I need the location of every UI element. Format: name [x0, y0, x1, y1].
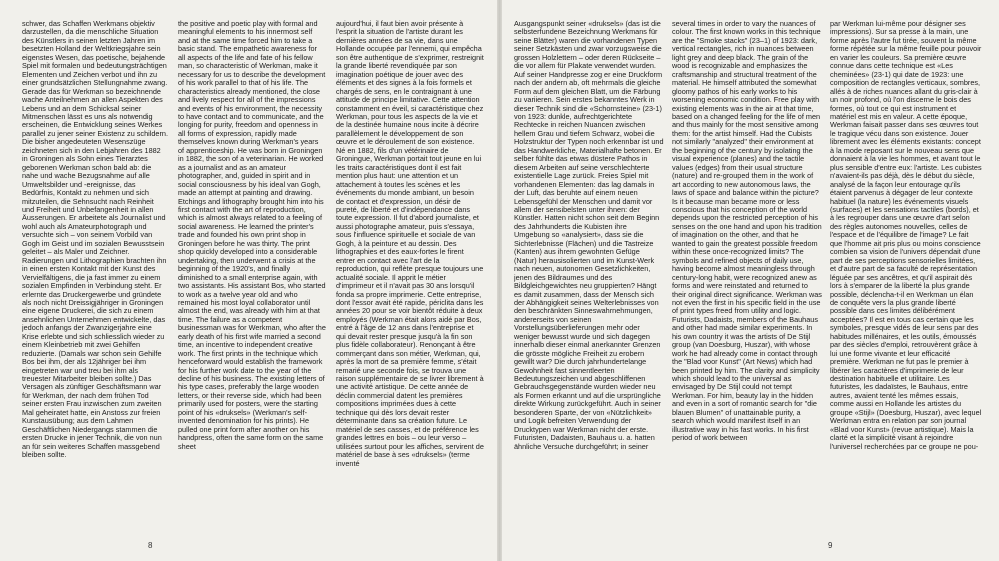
- page-number: 9: [828, 541, 833, 550]
- english-text-column: the positive and poetic play with formal and meaningful elements to his innermost self and at the same time forced him to take a basic stand. The empathetic awareness for all aspects of the life and fate of his fellow man, so characteristic of Werkman, make it necessary for us to describe the development of his work parallel to that of his life. The characteristics already mentioned, the close and lively respect for all of the impressions and events of his environment, the necessity to have contact and to communicate, and the longing for purity, freedom and openness in all forms of expression, rapidly made themselves known during Werkman's years of apprenticeship. He was born in Groningen in 1882, the son of a veterinarian. He worked as a journalist and as an amateur photographer, and, guided in spirit and in social consciousness by his ideal van Gogh, made an attempt at painting and drawing. Etchings and lithography brought him into his first contact with the art of reproduction, which is almost always related to a feeling of social awareness. He learned the printer's trade and founded his own print shop in Groningen before he was thirty. The print shop quickly developed into a considerable undertaking, then underwent a crisis at the beginning of the 1920's, and finally diminished to a small enterprise again, with two assistants. His assistant Bos, who started to work as a twelve year old and who remained his most loyal collaborator until almost the end, was already with him at that time. The failure as a competent businessman was for Werkman, who after the early death of his first wife married a second time, an incentive to independent creative work. The first prints in the technique which henceforward would establish the framework for his further work date to the year of the decline of his business. The existing letters of his type cases, preferably the large wooden letters, or their reverse side, which had been primarily used for posters, were the starting point of his «druksels» (Werkman's self-invented denomination for his prints). He pulled one print form after another on his handpress, often the same form on the same sheet: [178, 20, 326, 451]
- page-number: 8: [148, 541, 153, 550]
- german-text-column: schwer, das Schaffen Werkmans objektiv darzustellen, da die menschliche Situation des Künstlers in seinen letzten Jahren im besetzten Holland der Weltkriegsjahre sein eigenstes Wesen, das poetische, bejahende Spiel mit formalen und bedeutungsträchtigen Elementen und Zeichen verbot und ihn zu einer grundsätzlichen Stellungnahme zwang. Gerade das für Werkman so bezeichnende wache Anteilnehmen an allen Aspekten des Lebens und an dem Schicksal seiner Mitmenschen lässt es uns als notwendig erscheinen, die Entwicklung seines Werkes parallel zu jener seiner Existenz zu schildern. Die bisher angedeuteten Wesenszüge zeichneten sich in den Lebjahren des 1882 in Groningen als Sohn eines Tierarztes geborenen Werkman schon bald ab: die nahe und wache Bezugsnahme auf alle Umweltsbilder und -ereignisse, das Bedürfnis, Kontakt zu nehmen und sich mitzuteilen, die Sehnsucht nach Reinheit und Freiheit und Unbefangenheit in allen Äusserungen. Er arbeitete als Journalist und wohl auch als Amateurphotograph und versuchte sich – von seinem Vorbild van Gogh im Geist und im sozialen Bewusstsein geleitet – als Maler und Zeichner. Radierungen und Lithographien brachten ihn in einen ersten Kontakt mit der Kunst des Vervielfältigens, die ja fast immer zu einem sozialen Empfinden in Verbindung steht. Er erlernte das Druckergewerbe und gründete als noch nicht Dreissigjähriger in Groningen eine eigene Druckerei, die sich zu einem ansehnlichen Unternehmen entwickelte, das jedoch anfangs der Zwanzigerjahre eine Krise erlebte und sich schliesslich wieder zu einem Kleinbetrieb mit zwei Gehilfen reduzierte. (Damals war schon sein Gehilfe Bos bei ihm, der als 12jähriger bei ihm eingetreten war und treu bei ihm als treuester Mitarbeiter bleiben sollte.) Das Versagen als zünftiger Geschäftsmann war für Werkman, der nach dem frühen Tod seiner ersten Frau inzwischen zum zweiten Mal geheiratet hatte, ein Anstoss zur freien Kunstausübung; aus dem Lahmen Geschäftlichen Niedergangs stammen die ersten Drucke in jener Technik, die von nun an für sein weiteres Schaffen massgebend bleiben sollte.: [22, 20, 168, 460]
- left-page: [0, 0, 497, 561]
- french-text-column: aujourd'hui, il faut bien avoir présente à l'esprit la situation de l'artiste durant les dernières années de sa vie, dans une Hollande occupée par l'ennemi, qui empêcha son être authentique de s'exprimer, restreignit la grande liberté revendiquée par son imagination poétique de jouer avec des éléments et des signes à la fois formels et chargés de sens, en le contraignant à une attitude de principe limitative. Cette attention constamment en éveil, si caractéristique chez Werkman, pour tous les aspects de la vie et de la destinée humaine nous incite à décrire parallèlement le développement de son œuvre et le déroulement de son existence. Né en 1882, fils d'un vétérinaire de Groningue, Werkman portait tout jeune en lui les traits caractéristiques dont il est fait mention plus haut: une attention et un attachement à toutes les scènes et les événements du monde ambiant, un besoin de contact et d'expression, un désir de pureté, de liberté et d'indépendance dans toute expression. Il fut d'abord journaliste, et aussi photographe amateur, puis s'essaya, sous l'influence spirituelle et sociale de van Gogh, à la peinture et au dessin. Des lithographies et des eaux-fortes le firent entrer en contact avec l'art de la reproduction, qui reflète presque toujours une actualité sociale. Il apprit le métier d'imprimeur et il n'avait pas 30 ans lorsqu'il fonda sa propre imprimerie. Cette entreprise, dont l'essor avait été rapide, périclita dans les années 20 pour se voir bientôt réduite à deux employés (Werkman était alors aidé par Bos, entré à l'âge de 12 ans dans l'entreprise et qui devait rester presque jusqu'à la fin son plus fidèle collaborateur). Renonçant à être commerçant dans son métier, Werkman, qui, après la mort de sa première femme, s'était remarié une seconde fois, se trouva une raison supplémentaire de se livrer librement à une activité artistique. De cette année de déclin commercial datent les premières compositions imprimées dues à cette technique qui dès lors devait rester déterminante dans sa création future. Le matériel de ses casses, et de préférence les grandes lettres en bois – ou leur verso – utilisées surtout pour les affiches, servirent de matériel de base à ses «druksels» (terme inventé: [336, 20, 484, 468]
- english-text-column: several times in order to vary the nuances of colour. The first known works in this technique are the "Smoke stacks" (23–1) of 1923: dark, vertical rectangles, rich in nuances between light grey and deep black. The grain of the wood is recognizable and emphasizes the craftsmanship and structural treatment of the material. He himself attributed the somewhat gloomy pathos of his early works to his worsening economic condition. Free play with existing elements was in the air at that time, based on a changed feeling for the life of men and thus mainly for the most sensitive among them: for the artist himself. Had the Cubists not similarly "analyzed" their environment at the beginning of the century by isolating the visual experience (planes) and the tactile values (edges) from their usual structure (nature) and re-grouped them in the work of art according to new autonomous laws, the laws of space and balance within the picture? Is it because man became more or less conscious that his conception of the world depends upon the restricted perception of his senses on the one hand and upon his tradition of imagination on the other, and that he wanted to gain the greatest possible freedom within these once-recognized limits? The symbols and refined objects of daily use, having become almost meaningless through century-long habit, were recognized anew as forms and were reinstated and returned to their original direct significance. Werkman was not even the first in his specific field in the use of print types freed from utility and logic. Futurists, Dadaists, members of the Bauhaus and other had made similar experiments. In his own country it was the artists of De Stijl group (van Doesburg, Huszar), with whose work he had already come in contact through the "Blad voor Kunst" (Art News) which had been printed by him. The clarity and simplicity which should lead to the universal as envisaged by De Stijl could not tempt Werkman. For him, beauty lay in the hidden and even in a sort of romantic search for "die blauen Blumen" of unattainable purity, a search which would manifest itself in an illustrative way in his fast works. In his first period of work between: [672, 20, 822, 443]
- german-text-column: Ausgangspunkt seiner «druksels» (das ist die selbsterfundene Bezeichnung Werkmans für seine Blätter) waren die vorhandenen Typen seiner Setzkästen und zwar vorzugsweise die grossen Holzlettern – oder deren Rückseite – die vor allem für Plakate verwendet wurden. Auf seiner Handpresse zog er eine Druckform nach der andern ab, oft mehrmals die gleiche Form auf dem gleichen Blatt, um die Färbung zu variieren. Sein erstes bekanntes Werk in dieser Technik sind die «Schornsteine» (23-1) von 1923: dunkle, aufrechtgerichtete Rechtecke in reichen Nuancen zwischen hellem Grau und tiefem Schwarz, wobei die Holzstruktur der Typen noch erkennbar ist und das Handwerkliche, Materialhafte betonen. Er selber fühlte das etwas düstere Pathos in diesem Arbeiten auf seine verschlechterte existentielle Lage zurück. Freies Spiel mit vorhandenen Elementen: das lag damals in der Luft, das beruhte auf einem neuen Lebensgefühl der Menschen und damit vor allem der sensibelsten unter ihnen: der Künstler. Hatten nicht schon seit dem Beginn des Jahrhunderts die Kubisten ihre Umgebung so «analysiert», dass sie die Sichterlebnisse (Flächen) und die Tastreize (Kanten) aus ihrem gewohnten Gefüge (Natur) herausisolierten und im Kunst-Werk nach neuen, autonomen Gesetzlichkeiten, jenen des Bildraumes und des Bildgleichgewichtes neu gruppierten? Hängt es damit zusammen, dass der Mensch sich der Abhängigkeit seines Welterlebnisses von den beschränkten Sinneswahrnehmungen, andererseits von seinen Vorstellungsüberlieferungen mehr oder weniger bewusst wurde und sich dagegen innerhalb dieser einmal anerkannter Grenzen die grösste mögliche Freiheit zu erobern gewillt war? Die durch jahrhundertelange Gewohnheit fast sinnentleerten Bedeutungszeichen und abgeschliffenen Gebrauchsgegenstände wurden wieder neu als Formen erkannt und auf die ursprüngliche direkte Wirkung zurückgeführt. Auch in seiner besonderen Sparte, der von «Nützlichkeit» und Logik befreiten Verwendung der Drucktypen war Werkman nicht der erste. Futuristen, Dadaisten, Bauhaus u. a. hatten ähnliche Versuche durchgeführt; in seiner: [514, 20, 664, 451]
- french-text-column: par Werkman lui-même pour désigner ses impressions). Sur sa presse à la main, une forme après l'autre fut tirée, souvent la même forme répétée sur la même feuille pour pouvoir en varier les couleurs. Sa première œuvre connue dans cette technique est «Les cheminées» (23-1) qui date de 1923: une composition de rectangles verticaux, sombres, allés à de riches nuances allant du gris-clair à un noir profond, où l'on discerne le bois des formes, où tout ce qui est instrument et matériel est mis en valeur. A cette époque, Werkman faisait passer dans ses œuvres tout le tragique vécu dans son existence. Jouer librement avec les éléments existants: concept à la mode reposant sur le nouveau sens que donnaient à la vie les hommes, et avant tout le plus sensible d'entre eux: l'artiste. Les cubistes n'avaient-ils pas déjà, dès le début du siècle, analysé de la façon leur entourage qu'ils étaient parvenus à dégager de leur contexte habituel (la nature) les événements visuels (surfaces) et les sensations tactiles (bords), et à les regrouper dans une œuvre d'art selon des règles autonomes nouvelles, celles de l'espace et de l'équilibre de l'image? Le fait que l'homme ait pris plus ou moins conscience combien sa vision de l'univers dépendait d'une part de ses perceptions sensorielles limitées, et d'autre part de sa faculté de représentation léguée par ses ancêtres, et qu'il aspirait dès lors à s'emparer de la liberté la plus grande possible, déclencha-t-il en Werkman un élan de conquête vers la plus grande liberté possible dans ces limites délibérément acceptées? Il est en tous cas certain que les symboles, presque vidés de leur sens par des habitudes millénaires, et les outils, émoussés par des siècles d'emploi, retrouvèrent grâce à lui une forme vivante et leur efficacité première. Werkman ne fut pas le premier à libérer les caractères d'imprimerie de leur destination habituelle et utilitaire. Les futuristes, les dadaïstes, le Bauhaus, entre autres, avaient tenté les mêmes essais, comme aussi en Hollande les artistes du groupe «Stijl» (Doesburg, Huszar), avec lequel Werkman entra en relation par son journal «Blad voor Kunst» (revue artistique). Mais la clarté et la simplicité visant à rejoindre l'universel recherchées par ce groupe ne pou-: [830, 20, 982, 451]
- right-page: [502, 0, 999, 561]
